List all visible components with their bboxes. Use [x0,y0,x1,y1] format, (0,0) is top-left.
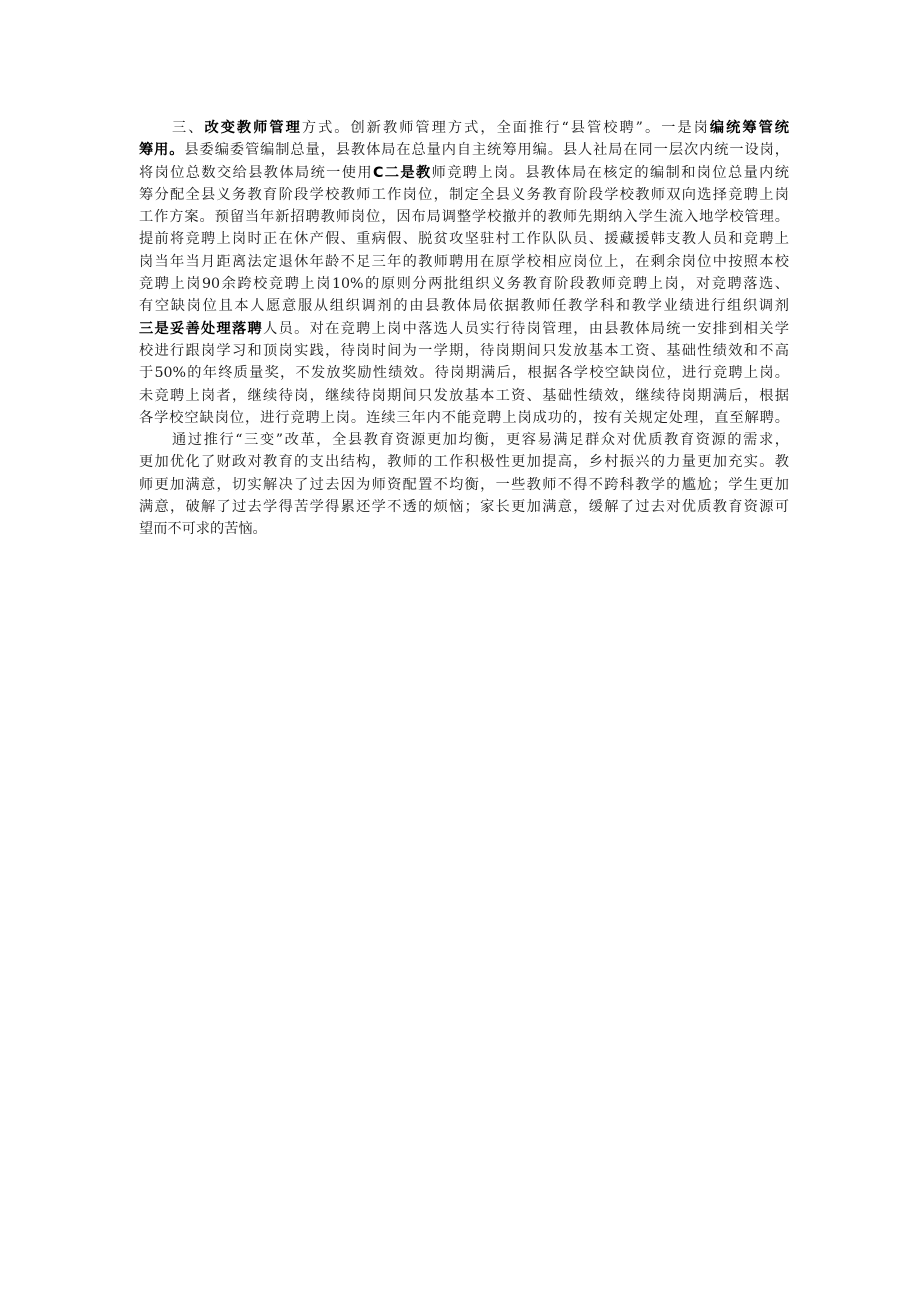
text-line: 未竞聘上岗者，继续待岗，继续待岗期间只发放基本工资、基础性绩效，继续待岗期满后，根据 [139,387,789,404]
text-line: 校进行跟岗学习和顶岗实践，待岗时间为一学期，待岗期间只发放基本工资、基础性绩效和不高 [139,342,789,359]
text-line: 提前将竞聘上岗时正在休产假、重病假、脱贫攻坚驻村工作队队员、援藏援韩支教人员和竞聘上 [139,231,789,248]
text-line [139,117,789,139]
text-line: 师更加满意，切实解决了过去因为师资配置不均衡，一些教师不得不跨科教学的尴尬；学生更加 [139,476,789,493]
text-run: 人员。对在竞聘上岗中落选人员实行待岗管理，由县教体局统一安排到相关学 [263,320,789,337]
bold-run: C二是教 [372,164,432,181]
text-run: 三、 [172,120,205,136]
text-line: 满意，破解了过去学得苦学得累还学不透的烦恼；家长更加满意，缓解了过去对优质教育资源可 [139,499,789,516]
document-body [139,117,789,541]
text-line: 各学校空缺岗位，进行竞聘上岗。连续三年内不能竞聘上岗成功的，按有关规定处理，直至解聘。 [139,409,789,426]
paragraph-teacher-management [139,117,789,429]
text-line: 于50%的年终质量奖，不发放奖励性绩效。待岗期满后，根据各学校空缺岗位，进行竞聘上岗。 [139,365,789,382]
text-line: 通过推行“三变”改革，全县教育资源更加均衡，更容易满足群众对优质教育资源的需求， [172,432,789,449]
bold-run: 三是妥善处理落聘 [139,320,264,337]
text-line: 望而不可求的苦恼。 [139,521,267,538]
bold-run: 改变教师管理 [204,120,302,136]
text-line: 筹分配全县义务教育阶段学校教师工作岗位，制定全县义务教育阶段学校教师双向选择竞聘上岗 [139,186,789,203]
text-run: 师竞聘上岗。县教体局在核定的编制和岗位总量内统 [431,164,789,181]
bold-run: 编统筹管统 [709,120,789,136]
text-run: 县委编委管编制总量，县教体局在总量内自主统筹用编。县人社局在同一层次内统一设岗， [184,142,789,159]
text-run: 将岗位总数交给县教体局统一使用 [139,164,373,181]
paragraph-conclusion [139,429,789,540]
text-line [139,139,789,161]
text-line: 岗当年当月距离法定退休年龄不足三年的教师聘用在原学校相应岗位上，在剩余岗位中按照本校 [139,253,789,270]
text-run: 方式。创新教师管理方式，全面推行“县管校聘”。一是岗 [301,120,710,136]
text-line: 竞聘上岗90余跨校竞聘上岗10%的原则分两批组织义务教育阶段教师竞聘上岗，对竞聘落选、 [139,276,789,293]
text-line: 有空缺岗位且本人愿意服从组织调剂的由县教体局依据教师任教学科和教学业绩进行组织调剂 [139,298,789,315]
text-line: 更加优化了财政对教育的支出结构，教师的工作积极性更加提高，乡村振兴的力量更加充实。教 [139,454,789,471]
bold-run: 筹用。 [139,142,185,159]
text-line [139,318,789,340]
text-line: 工作方案。预留当年新招聘教师岗位，因布局调整学校撤并的教师先期纳入学生流入地学校管理。 [139,209,789,226]
text-line [139,162,789,184]
